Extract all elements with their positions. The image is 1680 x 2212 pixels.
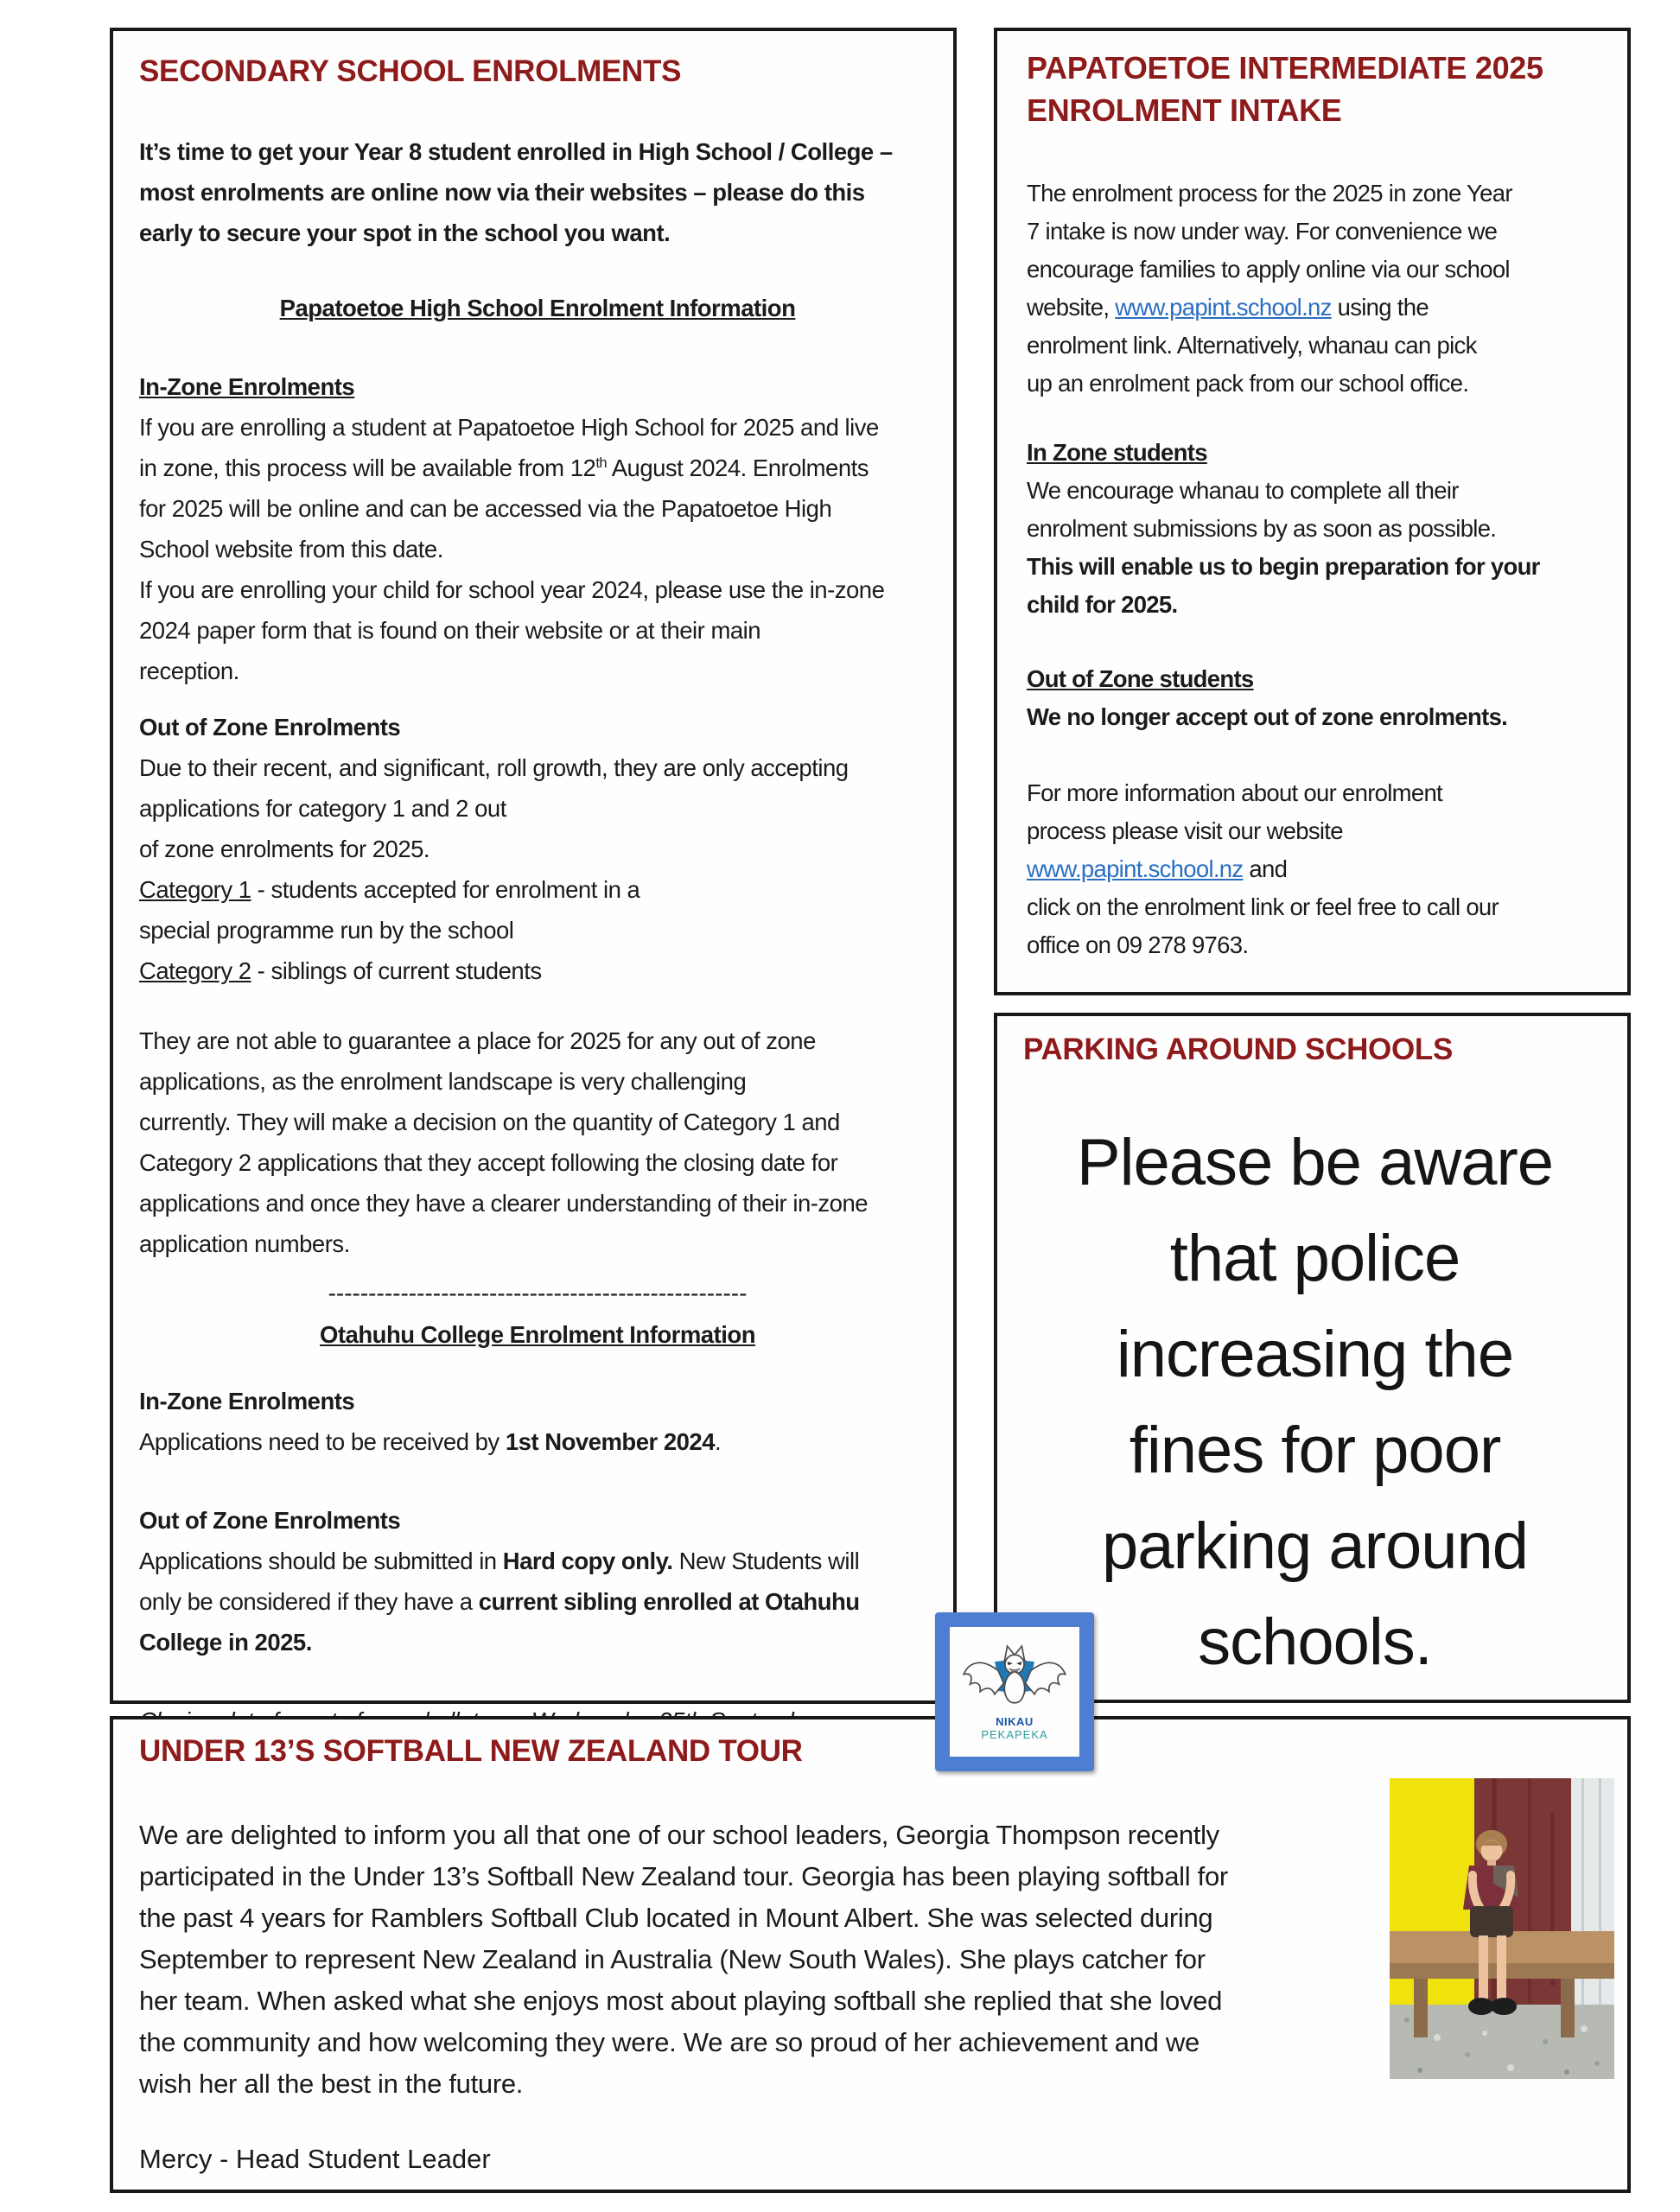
pekapeka-bat-icon: [960, 1643, 1069, 1716]
enrolment-process-paragraph: [1027, 175, 1605, 403]
text-line: We are delighted to inform you all that one of our school leaders, Georgia Thompson recently: [139, 1820, 1219, 1850]
category-1-label: Category 1: [139, 876, 251, 903]
softball-paragraph: [139, 1815, 1601, 2105]
text-line: early to secure your spot in the school you want.: [139, 219, 671, 246]
logo-inner-panel: [950, 1627, 1079, 1757]
text-segment: and: [1243, 855, 1288, 882]
applications-deadline-line: [139, 1421, 936, 1462]
divider-dashes: ----------------------------------------------------: [328, 1280, 748, 1306]
text-segment: August 2024. Enrolments: [607, 454, 869, 481]
text-line: process please visit our website: [1027, 817, 1343, 844]
text-line: [1027, 289, 1605, 327]
signoff-line: Mercy - Head Student Leader: [139, 2144, 491, 2174]
text-segment: Applications should be submitted in: [139, 1548, 503, 1574]
text-line: 2024 paper form that is found on their website or at their main: [139, 617, 761, 644]
text-line: The enrolment process for the 2025 in zone Year: [1027, 180, 1512, 207]
parking-around-schools-section: [994, 1013, 1631, 1703]
section-heading: [1027, 47, 1605, 131]
text-line: Please be aware: [1076, 1126, 1554, 1199]
text-segment: New Students will: [672, 1548, 860, 1574]
nikau-pekapeka-logo: [935, 1612, 1094, 1771]
text-line: currently. They will make a decision on the quantity of Category 1 and: [139, 1109, 840, 1135]
georgia-photo: [1390, 1778, 1614, 2079]
section-heading: SECONDARY SCHOOL ENROLMENTS: [139, 54, 682, 88]
text-segment: in zone, this process will be available from 12: [139, 454, 596, 481]
text-line: [139, 1541, 936, 1581]
text-line: applications for category 1 and 2 out: [139, 795, 506, 822]
text-line: schools.: [1198, 1605, 1432, 1679]
photo-illustration: [1390, 1778, 1614, 2079]
text-line: encourage families to apply online via our school: [1027, 256, 1510, 283]
in-zone-subheading-2: In-Zone Enrolments: [139, 1388, 355, 1414]
text-segment: Hard copy only.: [502, 1548, 673, 1574]
text-line: enrolment link. Alternatively, whanau can pick: [1027, 332, 1477, 359]
in-zone-students-subheading: In Zone students: [1027, 439, 1207, 466]
text-line: most enrolments are online now via their websites – please do this: [139, 179, 865, 206]
text-segment: - students accepted for enrolment in a: [251, 876, 640, 903]
text-line: applications, as the enrolment landscape is very challenging: [139, 1068, 747, 1095]
text-line: College in 2025.: [139, 1629, 312, 1656]
text-line: [139, 448, 936, 488]
heading-line: ENROLMENT INTAKE: [1027, 92, 1342, 128]
text-line: If you are enrolling your child for school year 2024, please use the in-zone: [139, 576, 885, 603]
text-line: reception.: [139, 658, 239, 684]
text-line: [139, 869, 936, 910]
out-of-zone-students-subheading: Out of Zone students: [1027, 665, 1254, 692]
text-line: parking around: [1101, 1510, 1529, 1583]
text-line: click on the enrolment link or feel free to call our: [1027, 893, 1499, 920]
text-segment: current sibling enrolled at Otahuhu: [478, 1588, 860, 1615]
text-segment: using the: [1331, 294, 1429, 321]
section-heading: UNDER 13’S SOFTBALL NEW ZEALAND TOUR: [139, 1734, 803, 1768]
text-line: office on 09 278 9763.: [1027, 931, 1249, 958]
otahuhu-college-heading: Otahuhu College Enrolment Information: [320, 1321, 755, 1348]
papatoetoe-intermediate-enrolment-section: [994, 28, 1631, 995]
no-out-of-zone-line: We no longer accept out of zone enrolments.: [1027, 703, 1508, 730]
out-of-zone-subheading: Out of Zone Enrolments: [139, 714, 401, 741]
text-line: up an enrolment pack from our school office.: [1027, 370, 1469, 397]
text-line: that police: [1169, 1222, 1460, 1295]
text-line: Due to their recent, and significant, roll growth, they are only accepting: [139, 754, 849, 781]
guarantee-paragraph: [139, 1020, 936, 1264]
text-segment: only be considered if they have a: [139, 1588, 479, 1615]
text-line: School website from this date.: [139, 536, 443, 563]
intro-paragraph: [139, 131, 936, 253]
secondary-school-enrolments-section: [110, 28, 957, 1704]
deadline-date: 1st November 2024: [505, 1428, 716, 1455]
more-information-paragraph: [1027, 774, 1605, 964]
in-zone-students-paragraph: [1027, 472, 1605, 624]
text-line: the past 4 years for Ramblers Softball Club located in Mount Albert. She was selected during: [139, 1903, 1213, 1933]
text-line: This will enable us to begin preparation for your: [1027, 553, 1540, 580]
text-line: for 2025 will be online and can be accessed via the Papatoetoe High: [139, 495, 832, 522]
text-line: [1027, 850, 1605, 888]
text-line: 7 intake is now under way. For convenience we: [1027, 218, 1498, 245]
hard-copy-paragraph: [139, 1541, 936, 1662]
text-line: her team. When asked what she enjoys most about playing softball she replied that she loved: [139, 1986, 1223, 2016]
parking-warning-text: [1023, 1115, 1607, 1690]
text-line: enrolment submissions by as soon as possible.: [1027, 515, 1497, 542]
text-line: [139, 1581, 936, 1622]
school-website-link[interactable]: www.papint.school.nz: [1115, 294, 1332, 321]
text-line: Category 2 applications that they accept following the closing date for: [139, 1149, 838, 1176]
text-segment: .: [715, 1428, 722, 1455]
text-line: participated in the Under 13’s Softball New Zealand tour. Georgia has been playing softball for: [139, 1861, 1228, 1891]
text-line: If you are enrolling a student at Papatoetoe High School for 2025 and live: [139, 414, 879, 441]
text-line: child for 2025.: [1027, 591, 1178, 618]
text-line: fines for poor: [1129, 1414, 1501, 1487]
out-of-zone-subheading-2: Out of Zone Enrolments: [139, 1507, 401, 1534]
logo-subtitle: PEKAPEKA: [981, 1727, 1048, 1741]
logo-title: NIKAU: [996, 1714, 1034, 1728]
category-2-label: Category 2: [139, 957, 251, 984]
text-line: [139, 950, 936, 991]
ordinal-superscript: th: [595, 454, 608, 471]
text-line: For more information about our enrolment: [1027, 779, 1442, 806]
text-line: increasing the: [1116, 1318, 1514, 1391]
school-website-link[interactable]: www.papint.school.nz: [1027, 855, 1244, 882]
text-segment: Applications need to be received by: [139, 1428, 506, 1455]
text-line: the community and how welcoming they were. We are so proud of her achievement and we: [139, 2027, 1200, 2057]
papatoetoe-high-heading: Papatoetoe High School Enrolment Information: [279, 295, 796, 321]
text-line: applications and once they have a clearer understanding of their in-zone: [139, 1190, 869, 1217]
text-line: special programme run by the school: [139, 917, 514, 944]
text-line: of zone enrolments for 2025.: [139, 836, 430, 862]
in-zone-paragraph: [139, 407, 936, 691]
text-segment: - siblings of current students: [251, 957, 542, 984]
text-segment: website,: [1027, 294, 1116, 321]
heading-line: PAPATOETOE INTERMEDIATE 2025: [1027, 50, 1543, 86]
in-zone-subheading: In-Zone Enrolments: [139, 373, 355, 400]
text-line: It’s time to get your Year 8 student enrolled in High School / College –: [139, 138, 893, 165]
text-line: They are not able to guarantee a place for 2025 for any out of zone: [139, 1027, 816, 1054]
text-line: We encourage whanau to complete all their: [1027, 477, 1459, 504]
text-line: September to represent New Zealand in Australia (New South Wales). She plays catcher for: [139, 1944, 1206, 1974]
section-heading: PARKING AROUND SCHOOLS: [1023, 1033, 1454, 1066]
text-line: application numbers.: [139, 1230, 350, 1257]
text-line: wish her all the best in the future.: [139, 2069, 524, 2099]
out-of-zone-paragraph: [139, 747, 936, 991]
